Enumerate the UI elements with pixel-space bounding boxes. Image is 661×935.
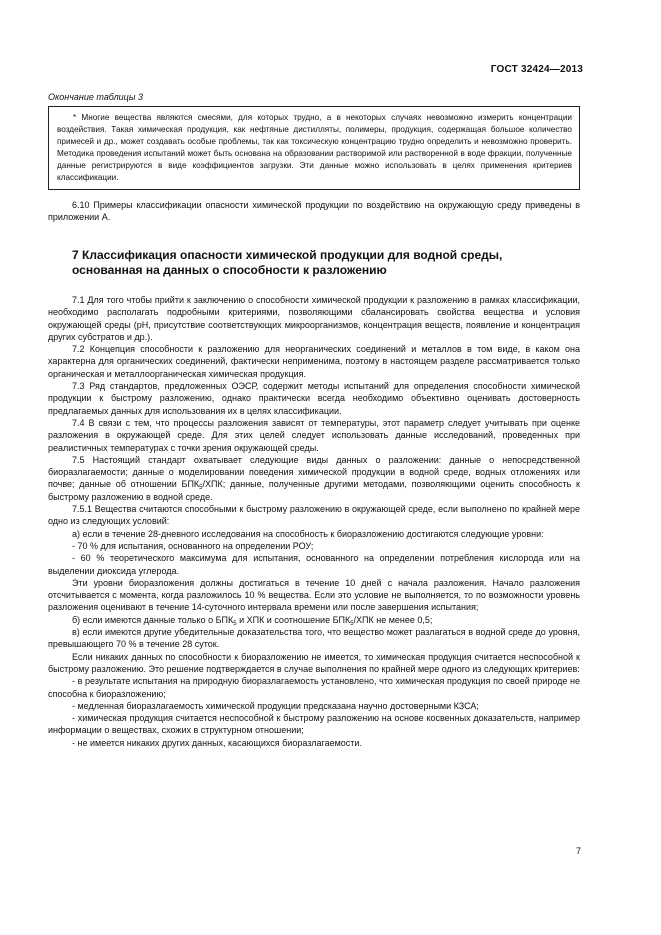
- subscript-5: 5: [233, 620, 237, 627]
- table-footnote: * Многие вещества являются смесями, для которых трудно, а в некоторых случаях невозможно измерить концентрации воздействия. Такая химическая продукция, как нефтяные дистилляты, полимеры, продукция, содержащая большое количество примесей и др., может создавать особые проблемы, так как токсическую концентрацию трудно определить и невозможно проверить. Методика проведения испытаний может быть основана на образовании растворимой или растворенной в воде фракции, полученные данные регистрируются в виде коэффициентов загрузки. Эти данные можно использовать в целях применения критериев классификации.: [57, 113, 572, 182]
- section-7-body: [48, 294, 580, 749]
- document-code: ГОСТ 32424—2013: [490, 64, 583, 75]
- list-item-b: [48, 614, 580, 626]
- paragraph-7-2: 7.2 Концепция способности к разложению для неорганических соединений и металлов в том виде, в каком она характерна для органических соединений, фактически неприменима, поэтому в настоящем разделе рассматривается только органическая и металлоорганическая химическая продукция.: [48, 344, 580, 379]
- list-item-c: в) если имеются другие убедительные доказательства того, что вещество может разлагаться в водной среде до уровня, превышающего 70 % в течение 28 суток.: [48, 627, 580, 650]
- criterion-item-4: - не имеется никаких других данных, касающихся биоразлагаемости.: [72, 737, 362, 748]
- paragraph-biodegradation-levels: Эти уровни биоразложения должны достигаться в течение 10 дней с начала разложения. Начало разложения отсчитывается с момента, когда разложилось 10 % вещества. Если это условие не выполняется, то по возможности уровень разложения оценивают в течение 14-суточного интервала времени или после завершения испытания;: [48, 577, 580, 613]
- list-item-b-text-b: и ХПК и соотношение БПК: [236, 614, 351, 625]
- dash-item-70-percent: - 70 % для испытания, основанного на определении РОУ;: [72, 540, 314, 551]
- subscript-5: 5: [350, 620, 354, 627]
- section-heading: 7 Классификация опасности химической продукции для водной среды, основанная на данных о способности к разложению: [72, 248, 503, 277]
- table-footnote-box: [48, 106, 580, 190]
- clause-6-10: [48, 199, 580, 224]
- paragraph-7-4: 7.4 В связи с тем, что процессы разложения зависят от температуры, этот параметр следует учитывать при оценке разложения в окружающей среде. Для этих целей следует использовать данные исследований, проведенных при реалистичных температурах с точки зрения окружающей среды.: [48, 417, 580, 453]
- page-number: 7: [575, 846, 581, 856]
- criterion-item-1: - в результате испытания на природную биоразлагаемость установлено, что химическая продукция по своей природе не способна к биоразложению;: [48, 676, 580, 699]
- paragraph-7-5: [48, 454, 580, 503]
- list-item-b-text-a: б) если имеются данные только о БПК: [72, 614, 234, 625]
- list-item-b-text-c: /ХПК не менее 0,5;: [353, 614, 433, 625]
- table-caption: Окончание таблицы 3: [48, 92, 143, 102]
- paragraph-7-3: 7.3 Ряд стандартов, предложенных ОЭСР, содержит методы испытаний для определения способности химической продукции к быстрому разложению, однако практически всегда необходимо объективно оценивать достоверность предлагаемых данных для использования их в целях классификации.: [48, 381, 580, 416]
- paragraph-7-5-text-b: /ХПК; данные, полученные другими методами, позволяющими оценить способность к быстрому разложению в водной среде.: [48, 479, 580, 502]
- paragraph-7-5-text-a: 7.5 Настоящий стандарт охватывает следующие виды данных о разложении: данные о непосредственной биоразлагаемости; данные о моделировании поведения химической продукции в водной среде, водных отложениях или почве; данные об отношении БПК: [48, 454, 580, 490]
- dash-item-60-percent: - 60 % теоретического максимума для испытания, основанного на определении потребления кислорода или на выделении диоксида углерода.: [48, 553, 580, 576]
- paragraph-no-data: Если никаких данных по способности к биоразложению не имеется, то химическая продукция считается неспособной к быстрому разложению. Это решение подтверждается в случае выполнения по крайней мере одного из следующих критериев:: [48, 651, 580, 674]
- paragraph-7-5-1: 7.5.1 Вещества считаются способными к быстрому разложению в окружающей среде, если выполнено по крайней мере одно из следующих условий:: [48, 504, 580, 527]
- criterion-item-3: - химическая продукция считается неспособной к быстрому разложению на основе косвенных доказательств, например информации о веществах, схожих в структурном отношении;: [48, 713, 580, 736]
- paragraph-6-10: 6.10 Примеры классификации опасности химической продукции по воздействию на окружающую среду приведены в приложении А.: [48, 200, 580, 223]
- subscript-5: 5: [199, 485, 203, 492]
- paragraph-7-1: 7.1 Для того чтобы прийти к заключению о способности химической продукции к разложению в рамках классификации, необходимо располагать подробными критериями, позволяющими сбалансировать свойства вещества и условия окружающей среды (рН, присутствие соответствующих микроорганизмов, концентрация веществ, появление и концентрация других субстратов и др.).: [48, 295, 580, 342]
- criterion-item-2: - медленная биоразлагаемость химической продукции предсказана научно достоверными КЗСА;: [72, 700, 479, 711]
- list-item-a: а) если в течение 28-дневного исследования на способность к биоразложению достигаются следующие уровни:: [72, 528, 544, 539]
